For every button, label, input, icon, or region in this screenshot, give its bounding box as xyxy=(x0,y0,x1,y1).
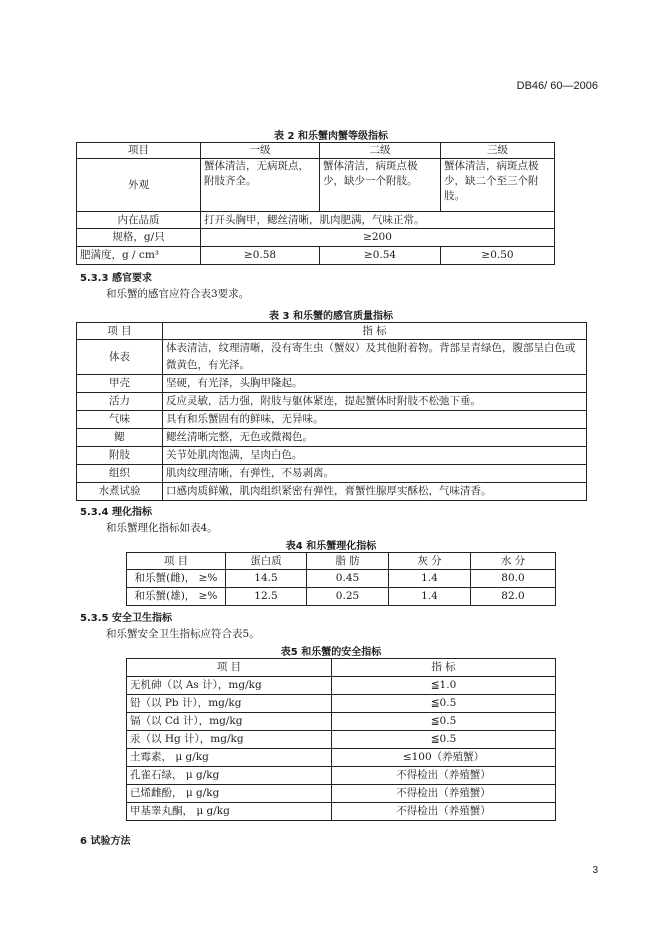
table4-row-water: 80.0 xyxy=(471,570,556,588)
table2-spec-value: ≥200 xyxy=(201,229,555,247)
section-5-3-3-title: 5.3.3 感官要求 xyxy=(80,273,152,284)
table2-fatness-grade1: ≥0.58 xyxy=(201,247,320,265)
table5-row-item: 土霉素， μ g/kg xyxy=(127,749,332,767)
table2-appearance-grade2: 蟹体清洁，病斑点极少，缺少一个附肢。 xyxy=(320,159,441,212)
table5-row-item: 镉（以 Cd 计），mg/kg xyxy=(127,713,332,731)
table3-row-value: 鳃丝清晰完整，无色或微褐色。 xyxy=(163,429,587,447)
table5-row-item: 已烯雌酚， μ g/kg xyxy=(127,785,332,803)
table5-header-item: 项 目 xyxy=(127,659,332,677)
table4-row-ash: 1.4 xyxy=(389,588,471,606)
table3-row-value: 肌肉纹理清晰，有弹性，不易剥离。 xyxy=(163,465,587,483)
table3-row-item: 甲壳 xyxy=(77,375,163,393)
page-number: 3 xyxy=(592,865,598,876)
table3-row-value: 体表清洁，纹理清晰，没有寄生虫（蟹奴）及其他附着物。背部呈青绿色，腹部呈白色或微黄色，有光泽。 xyxy=(163,340,587,375)
table5-row-value: ≦0.5 xyxy=(332,695,556,713)
table2-header-grade3: 三级 xyxy=(441,143,555,159)
table2-header-grade1: 一级 xyxy=(201,143,320,159)
table2 xyxy=(76,142,555,265)
table4-header-ash: 灰 分 xyxy=(389,553,471,570)
table4-header-item: 项 目 xyxy=(127,553,226,570)
table3-row-value: 坚硬，有光泽，头胸甲隆起。 xyxy=(163,375,587,393)
table4 xyxy=(126,552,556,606)
table5-header-value: 指 标 xyxy=(332,659,556,677)
table2-appearance-grade3: 蟹体清洁，病斑点极少，缺二个至三个附肢。 xyxy=(441,159,555,212)
section-5-3-5-text: 和乐蟹安全卫生指标应符合表5。 xyxy=(106,628,260,640)
table5-row-item: 汞（以 Hg 计），mg/kg xyxy=(127,731,332,749)
table4-row-item: 和乐蟹(雄)， ≥% xyxy=(127,588,226,606)
section-6-title: 6 试验方法 xyxy=(80,836,131,847)
table3-row-value: 关节处肌肉饱满，呈肉白色。 xyxy=(163,447,587,465)
table3-header-item: 项 目 xyxy=(77,323,163,340)
table3-row-item: 活力 xyxy=(77,393,163,411)
table2-fatness-grade3: ≥0.50 xyxy=(441,247,555,265)
table3-row-item: 附肢 xyxy=(77,447,163,465)
table2-header-grade2: 二级 xyxy=(320,143,441,159)
table4-row-ash: 1.4 xyxy=(389,570,471,588)
table3-row-item: 水煮试验 xyxy=(77,483,163,501)
table2-appearance-grade1: 蟹体清洁，无病斑点，附肢齐全。 xyxy=(201,159,320,212)
table3-row-value: 口感肉质鲜嫩，肌肉组织紧密有弹性，膏蟹性腺厚实酥松，气味清香。 xyxy=(163,483,587,501)
table4-row-fat: 0.45 xyxy=(307,570,389,588)
table4-caption: 表4 和乐蟹理化指标 xyxy=(285,541,377,552)
table3-row-item: 气味 xyxy=(77,411,163,429)
table5-row-value: 不得检出（养殖蟹） xyxy=(332,785,556,803)
table5-row-item: 铅（以 Pb 计），mg/kg xyxy=(127,695,332,713)
table4-header-water: 水 分 xyxy=(471,553,556,570)
table2-fatness-label: 肥满度，g / cm³ xyxy=(77,247,201,265)
table5-row-item: 甲基睾丸酮， μ g/kg xyxy=(127,803,332,821)
table2-header-item: 项目 xyxy=(77,143,201,159)
section-5-3-5-title: 5.3.5 安全卫生指标 xyxy=(80,613,172,624)
table5-row-value: ≤100（养殖蟹） xyxy=(332,749,556,767)
table5-row-item: 无机砷（以 As 计），mg/kg xyxy=(127,677,332,695)
table3-caption: 表 3 和乐蟹的感官质量指标 xyxy=(269,311,393,322)
table4-header-fat: 脂 肪 xyxy=(307,553,389,570)
table5-row-value: 不得检出（养殖蟹） xyxy=(332,767,556,785)
table5 xyxy=(126,658,556,821)
standard-number: DB46/ 60—2006 xyxy=(516,80,598,92)
table2-quality-value: 打开头胸甲，鳃丝清晰，肌肉肥满，气味正常。 xyxy=(201,212,555,229)
table3-row-item: 组织 xyxy=(77,465,163,483)
table3-row-item: 体表 xyxy=(77,340,163,375)
table2-caption: 表 2 和乐蟹肉蟹等级指标 xyxy=(274,131,388,142)
table2-appearance-label: 外观 xyxy=(77,159,201,212)
table2-quality-label: 内在品质 xyxy=(77,212,201,229)
table5-row-item: 孔雀石绿， μ g/kg xyxy=(127,767,332,785)
table5-row-value: ≦1.0 xyxy=(332,677,556,695)
table4-row-fat: 0.25 xyxy=(307,588,389,606)
table4-row-protein: 14.5 xyxy=(226,570,307,588)
table3 xyxy=(76,322,587,501)
table5-row-value: 不得检出（养殖蟹） xyxy=(332,803,556,821)
table2-spec-label: 规格，g/只 xyxy=(77,229,201,247)
table4-row-protein: 12.5 xyxy=(226,588,307,606)
section-5-3-4-text: 和乐蟹理化指标如表4。 xyxy=(106,522,218,534)
section-5-3-4-title: 5.3.4 理化指标 xyxy=(80,507,152,518)
table4-row-item: 和乐蟹(雌)， ≥% xyxy=(127,570,226,588)
table5-row-value: ≦0.5 xyxy=(332,731,556,749)
table3-row-value: 反应灵敏，活力强，附肢与躯体紧连，提起蟹体时附肢不松弛下垂。 xyxy=(163,393,587,411)
section-5-3-3-text: 和乐蟹的感官应符合表3要求。 xyxy=(106,288,250,300)
table4-row-water: 82.0 xyxy=(471,588,556,606)
table4-header-protein: 蛋白质 xyxy=(226,553,307,570)
table2-fatness-grade2: ≥0.54 xyxy=(320,247,441,265)
table3-row-value: 具有和乐蟹固有的鲜味，无异味。 xyxy=(163,411,587,429)
table3-header-value: 指 标 xyxy=(163,323,587,340)
table5-row-value: ≦0.5 xyxy=(332,713,556,731)
table5-caption: 表5 和乐蟹的安全指标 xyxy=(280,647,382,658)
table3-row-item: 鳃 xyxy=(77,429,163,447)
